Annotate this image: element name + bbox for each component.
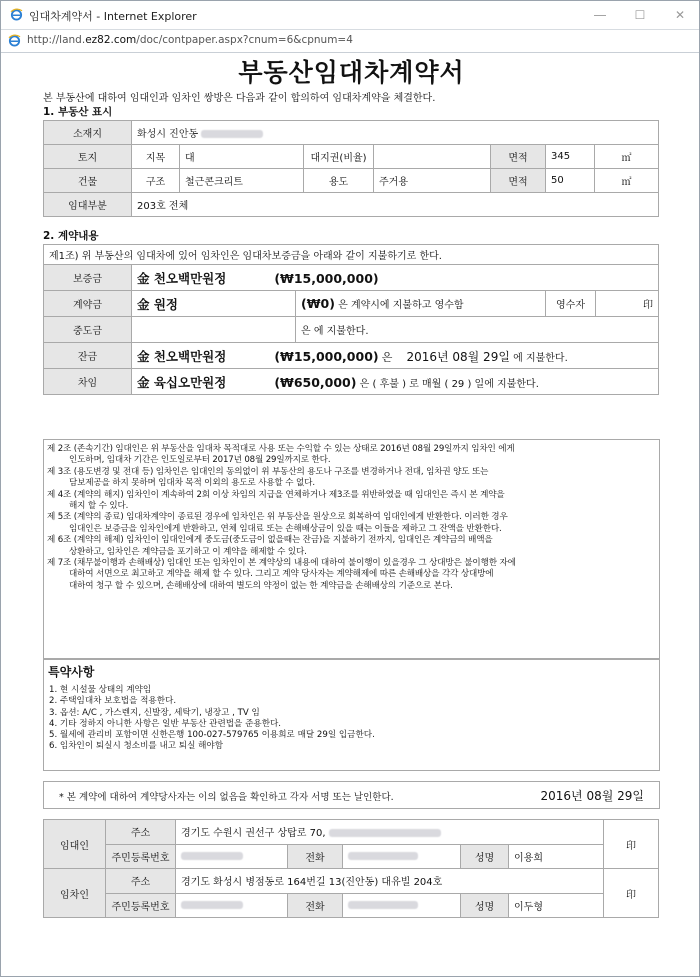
table-row — [44, 869, 659, 894]
landlord-seal: 印 — [604, 820, 659, 869]
landlord-name-label: 성명 — [461, 844, 509, 869]
rent-value — [132, 369, 659, 395]
down-payment-number: (₩0) — [301, 296, 335, 311]
landlord-phone — [343, 844, 461, 869]
notice-text: * 본 계약에 대하여 계약당사자는 이의 없음을 확인하고 각자 서명 또는 날인한다. — [59, 792, 394, 803]
land-area-label: 면적 — [491, 145, 546, 169]
signature-notice — [43, 781, 660, 809]
clause-line: 대하여 청구 할 수 있으며, 손해배상에 대하여 별도의 약정이 없는 한 계약금을 손해배상의 기준으로 본다. — [69, 580, 453, 591]
landlord-label: 임대인 — [44, 820, 106, 869]
use-label: 용도 — [304, 169, 374, 193]
address-bar[interactable] — [1, 29, 699, 53]
middle-payment-label: 중도금 — [44, 317, 132, 343]
middle-payment-note: 은 에 지불한다. — [296, 317, 659, 343]
rent-korean: 金 육십오만원정 — [137, 374, 227, 390]
clause-line: 담보제공을 하지 못하며 임대차 목적 이외의 용도로 사용할 수 없다. — [69, 478, 315, 489]
special-term-item: 4. 기타 정하지 아니한 사항은 일반 부동산 관련법을 준용한다. — [49, 718, 282, 729]
rent-note: 은 ( 후불 ) 로 매월 ( 29 ) 일에 지불한다. — [359, 378, 539, 390]
parties-table — [43, 819, 659, 918]
tenant-id — [176, 893, 288, 918]
lease-part-label: 임대부분 — [44, 193, 132, 217]
special-term-item: 2. 주택임대차 보호법을 적용한다. — [49, 696, 177, 707]
balance-korean: 金 천오백만원정 — [137, 348, 227, 364]
section-contract-title: 2. 계약내용 — [43, 230, 99, 242]
special-term-item: 5. 월세에 관리비 포함이면 신한은행 100-027-579765 이용희로 매달 29일 입금한다. — [49, 730, 375, 741]
table-row — [44, 844, 659, 869]
structure-label: 구조 — [132, 169, 180, 193]
redacted-block — [181, 901, 243, 909]
clause-line: 제 5조 (계약의 종료) 임대차계약이 종료된 경우에 임차인은 위 부동산을 원상으로 회복하여 임대인에게 반환한다. 이러한 경우 — [47, 512, 508, 523]
address-value: 화성시 진안동 — [132, 121, 659, 145]
landlord-address: 경기도 수원시 권선구 상탑로 70, — [176, 820, 604, 845]
redacted-block — [348, 901, 418, 909]
clause-line: 대하여 서면으로 최고하고 계약을 해제 할 수 있다. 그리고 계약 당사자는 계약해제에 따른 손해배상을 각각 상대방에 — [69, 569, 494, 580]
page-icon — [8, 34, 21, 47]
land-label: 토지 — [44, 145, 132, 169]
special-term-item: 6. 임차인이 퇴실시 청소비를 내고 퇴실 해야함 — [49, 741, 224, 752]
clause-line: 제 2조 (존속기간) 임대인은 위 부동산을 임대차 목적대로 사용 또는 수익할 수 있는 상태로 2016년 08월 29일까지 임차인 에게 — [47, 444, 515, 454]
tenant-seal: 印 — [604, 869, 659, 918]
middle-payment-amount — [132, 317, 296, 343]
redacted-block — [201, 130, 263, 138]
table-row — [44, 317, 659, 343]
landlord-phone-label: 전화 — [288, 844, 343, 869]
tenant-phone-label: 전화 — [288, 893, 343, 918]
tenant-name-label: 성명 — [461, 893, 509, 918]
table-row — [44, 145, 659, 169]
balance-value — [132, 343, 659, 369]
landlord-id-label: 주민등록번호 — [106, 844, 176, 869]
window-title: 임대차계약서 - Internet Explorer — [29, 10, 197, 23]
balance-date: 2016년 08월 29일 — [406, 349, 510, 364]
table-row — [44, 343, 659, 369]
balance-label: 잔금 — [44, 343, 132, 369]
property-table — [43, 120, 659, 217]
article-1: 제1조) 위 부동산의 임대차에 있어 임차인은 임대차보증금을 아래와 같이 지불하기로 한다. — [44, 245, 659, 265]
land-right-label: 대지권(비율) — [304, 145, 374, 169]
lease-part-value: 203호 전체 — [132, 193, 659, 217]
structure-value: 철근콘크리트 — [180, 169, 304, 193]
document-title: 부동산임대차계약서 — [238, 58, 465, 87]
table-row — [44, 169, 659, 193]
deposit-label: 보증금 — [44, 265, 132, 291]
special-terms — [43, 659, 660, 771]
clause-line: 제 6조 (계약의 해제) 임차인이 임대인에게 중도금(중도금이 없을때는 잔금)을 지불하기 전까지, 임대인은 계약금의 배액을 — [47, 535, 493, 546]
special-terms-list — [44, 685, 659, 753]
table-row — [44, 245, 659, 265]
intro-text: 본 부동산에 대하여 임대인과 임차인 쌍방은 다음과 같이 합의하여 임대차계약을 체결한다. — [43, 93, 436, 104]
table-row — [44, 265, 659, 291]
land-area-unit: ㎡ — [595, 145, 659, 169]
down-payment-korean: 金 원정 — [132, 291, 296, 317]
payment-table — [43, 244, 659, 395]
tenant-id-label: 주민등록번호 — [106, 893, 176, 918]
table-row — [44, 193, 659, 217]
table-row — [44, 893, 659, 918]
landlord-name: 이용희 — [509, 844, 604, 869]
rent-number: (₩650,000) — [274, 374, 357, 390]
contract-clauses — [43, 439, 660, 659]
clause-line: 해지 할 수 있다. — [69, 501, 129, 512]
building-area-label: 면적 — [491, 169, 546, 193]
deposit-korean: 金 천오백만원정 — [137, 270, 227, 286]
building-label: 건물 — [44, 169, 132, 193]
clause-line: 인도하며, 임대차 기간은 인도일로부터 2017년 08월 29일까지로 한다. — [69, 455, 331, 466]
tenant-label: 임차인 — [44, 869, 106, 918]
special-term-item: 1. 현 시설물 상태의 계약임 — [49, 685, 152, 695]
balance-particle: 은 — [381, 350, 393, 364]
clause-line: 제 4조 (계약의 해지) 임차인이 계속하여 2회 이상 차임의 지급을 연체하거나 제3조를 위반하였을 때 임대인은 즉시 본 계약을 — [47, 489, 505, 500]
table-row — [44, 369, 659, 395]
table-row — [44, 291, 659, 317]
down-payment-note: 은 계약시에 지불하고 영수함 — [338, 300, 464, 311]
redacted-block — [181, 852, 243, 860]
landlord-address-label: 주소 — [106, 820, 176, 845]
clause-line: 제 3조 (용도변경 및 전대 등) 임차인은 임대인의 동의없이 위 부동산의 용도나 구조를 변경하거나 전대, 임차권 양도 또는 — [47, 466, 489, 477]
rent-label: 차임 — [44, 369, 132, 395]
clause-line: 제 7조 (채무불이행과 손해배상) 임대인 또는 임차인이 본 계약상의 내용에 대하여 불이행이 있을경우 그 상대방은 불이행한 자에 — [47, 558, 516, 569]
jimok-value: 대 — [180, 145, 304, 169]
building-area-unit: ㎡ — [595, 169, 659, 193]
receipt-seal: 印 — [596, 291, 659, 317]
down-payment-label: 계약금 — [44, 291, 132, 317]
special-terms-title: 특약사항 — [48, 665, 95, 679]
title-bar — [1, 1, 699, 29]
special-term-item: 3. 옵션: A/C , 가스렌지, 신발장, 세탁기, 냉장고 , TV 임 — [49, 707, 260, 718]
tenant-name: 이두형 — [509, 893, 604, 918]
redacted-block — [348, 852, 418, 860]
table-row — [44, 820, 659, 845]
jimok-label: 지목 — [132, 145, 180, 169]
land-right-value — [374, 145, 491, 169]
contract-date: 2016년 08월 29일 — [540, 789, 644, 803]
table-row — [44, 121, 659, 145]
clause-line: 상환하고, 임차인은 계약금을 포기하고 이 계약을 해제할 수 있다. — [69, 546, 307, 557]
land-area-value: 345 — [546, 145, 595, 169]
section-property-title: 1. 부동산 표시 — [43, 106, 113, 118]
deposit-number: (₩15,000,000) — [274, 270, 379, 286]
balance-note: 에 지불한다. — [513, 352, 568, 364]
maximize-button[interactable]: ☐ — [634, 8, 646, 22]
tenant-address: 경기도 화성시 병점동로 164번길 13(진안동) 대유빌 204호 — [176, 869, 604, 894]
down-payment-value — [296, 291, 546, 317]
landlord-id — [176, 844, 288, 869]
clause-line: 임대인은 보증금을 임차인에게 반환하고, 연체 임대료 또는 손해배상금이 있을 때는 이들을 제하고 그 잔액을 반환한다. — [69, 523, 502, 534]
receipt-label: 영수자 — [546, 291, 596, 317]
tenant-phone — [343, 893, 461, 918]
minimize-button[interactable]: ― — [594, 8, 606, 22]
redacted-block — [329, 829, 441, 837]
close-button[interactable]: ✕ — [674, 8, 686, 22]
tenant-address-label: 주소 — [106, 869, 176, 894]
deposit-value — [132, 265, 659, 291]
building-area-value: 50 — [546, 169, 595, 193]
use-value: 주거용 — [374, 169, 491, 193]
balance-number: (₩15,000,000) — [274, 348, 379, 364]
url-text[interactable]: http://land.ez82.com/doc/contpaper.aspx?cnum=6&cpnum=4 — [27, 34, 353, 46]
internet-explorer-icon — [10, 8, 23, 21]
address-label: 소재지 — [44, 121, 132, 145]
